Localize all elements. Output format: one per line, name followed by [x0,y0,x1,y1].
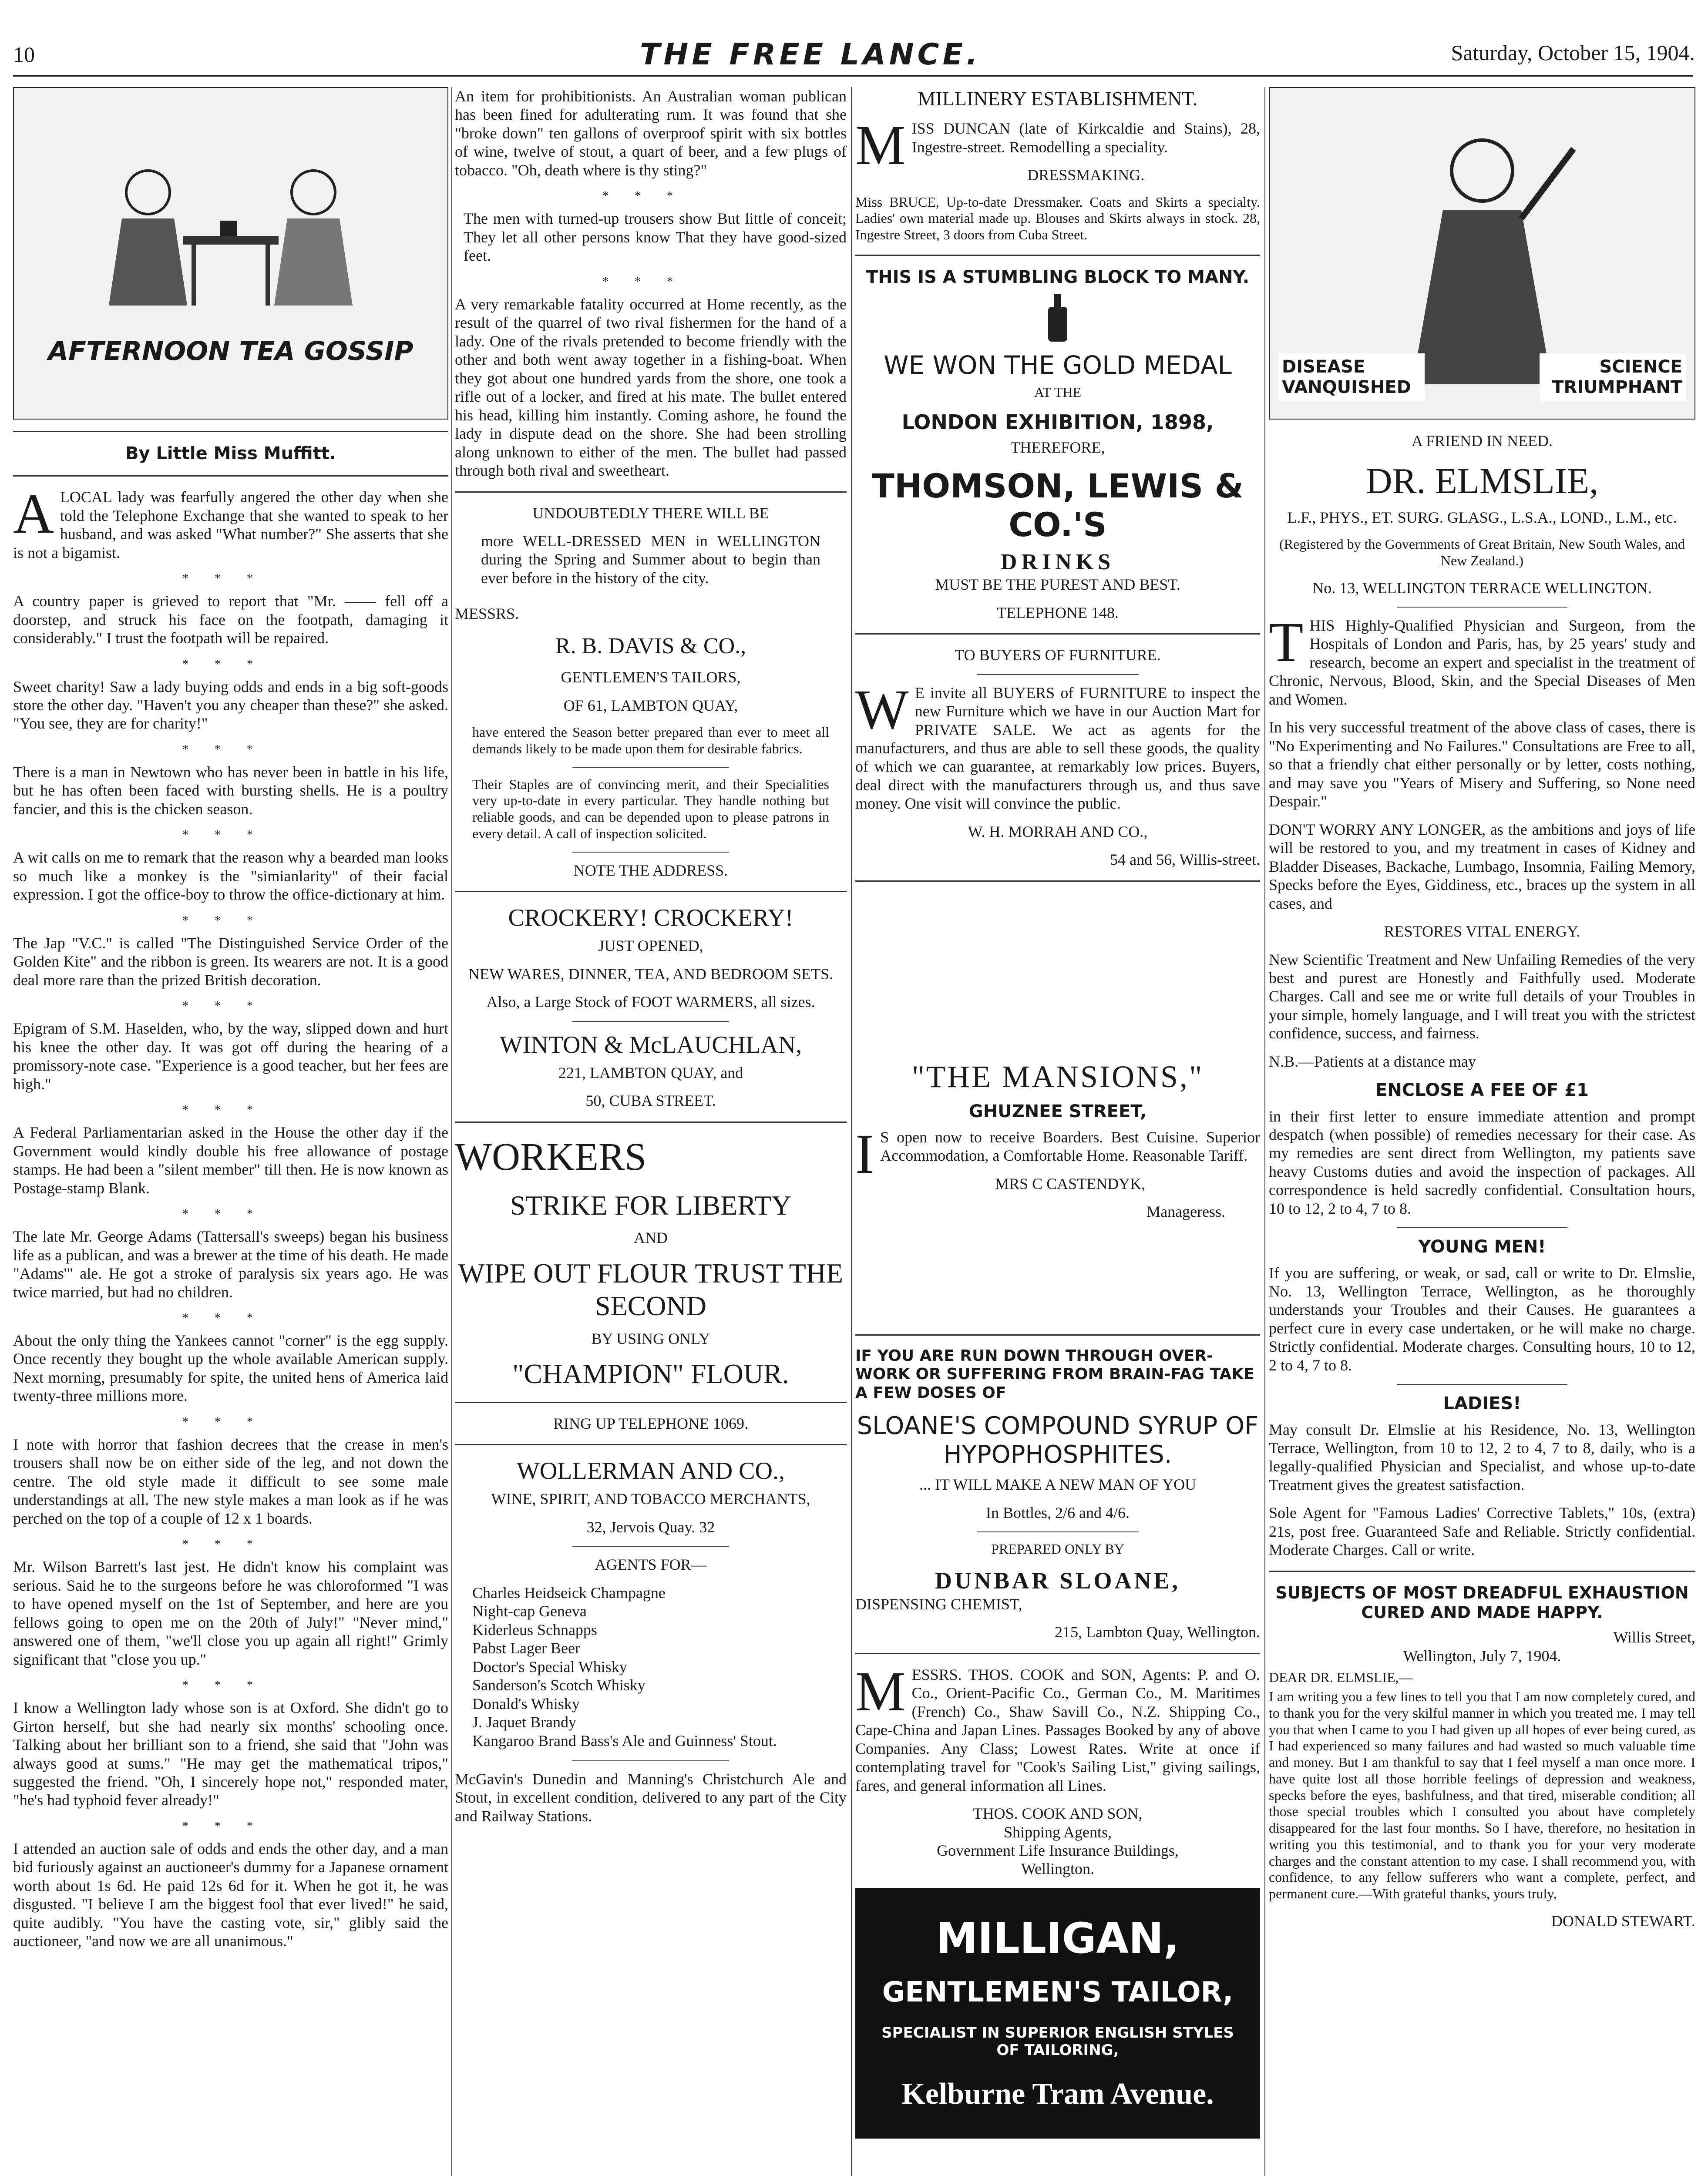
letter-body: I am writing you a few lines to tell you that I am now completely cured, and to thank you for the very skilful manner in which you treated me. I may tell you that when I came to you I had given up all hopes of ever being cured, as I had experienced so many failures and had wasted so much valuable time and money. But I am thankful to say that I feel myself a man once more. I have quite lost all those horrible feelings of depression and weakness, specks before the eyes, bashfulness, and that tired, miserable condition; all those special troubles which I consulted you about have completely disappeared for the last four months. So I have, therefore, no hesitation in writing you this testimonial, and to thank you for your very moderate charges and the constant attention to my case. I shall recommend you, with confidence, to any fellow sufferers who want a complete, perfect, and permanent cure.—With grateful thanks, yours truly, [1269,1689,1695,1902]
list-item: Night-cap Geneva [472,1602,587,1620]
elmslie-paragraph: N.B.—Patients at a distance may [1269,1052,1476,1070]
gossip-paragraph: A wit calls on me to remark that the reason why a bearded man looks so much like a monkey is the "simianlarity" of their facial expression. I got the office-boy to throw the office-dictionary at him. [13,849,448,903]
morrah-address: 54 and 56, Willis-street. [1110,851,1260,869]
wipe-out-flour-trust: WIPE OUT FLOUR TRUST THE SECOND [458,1257,844,1322]
davis-trade: GENTLEMEN'S TAILORS, [561,668,741,686]
workers-heading: WORKERS [455,1135,647,1179]
telephone: TELEPHONE 148. [997,604,1119,621]
letter-place: Willis Street, [1613,1629,1695,1646]
gossip-paragraph: A very remarkable fatality occurred at Home recently, as the result of the quarrel of two rival fishermen for the hand of a lady. One of the rivals pretended to become friendly with the other and both went away together in a fishing-boat. When they got about one hundred yards from the shore, one took a rifle out of a locker, and fired at his mate. The bullet entered his head, killing him instantly. Coming ashore, he found the lady in dispute dead on the shore. She had been strolling along unknown to either of the men. The bullet had passed through both rival and sweetheart. [455,295,847,480]
subjects-heading: SUBJECTS OF MOST DREADFUL EXHAUSTION CURED AND MADE HAPPY. [1275,1583,1689,1622]
winton-address: 221, LAMBTON QUAY, and [558,1064,743,1081]
science-triumphant: SCIENCE TRIUMPHANT [1540,353,1686,401]
milligan-specialist: SPECIALIST IN SUPERIOR ENGLISH STYLES OF TAILORING, [881,2024,1234,2059]
exhibition: LONDON EXHIBITION, 1898, [901,410,1214,434]
sloane-syrup: SLOANE'S COMPOUND SYRUP OF HYPOPHOSPHITES. [857,1412,1259,1469]
crockery-heading: CROCKERY! CROCKERY! [508,904,793,932]
gossip-paragraph: I know a Wellington lady whose son is at Oxford. She didn't go to Girton herself, but she had nearly six months' schooling once. Talking about her brilliant son to a friend, she said that "John was always good at sums." "He may get the mathematical tripos," suggested the friend. "Oh, I sincerely hope not," responded mater, "he's had typhoid fever already!" [13,1699,448,1809]
ghuznee-street: GHUZNEE STREET, [968,1101,1147,1122]
wollerman-name: WOLLERMAN AND CO., [517,1457,785,1485]
verse: The men with turned-up trousers show But little of conceit; They let all other persons know That they have good-sized feet. [464,210,847,265]
gossip-paragraph: About the only thing the Yankees cannot "corner" is the egg supply. Once recently they bought up the whole available American supply. Next morning, presumably for spite, the united hens of America laid twenty-three millions more. [13,1332,448,1405]
morrah-name: W. H. MORRAH AND CO., [968,823,1148,840]
gossip-paragraph: A Federal Parliamentarian asked in the House the other day if the Government would kindly double his free allowance of postage stamps. He had been a "silent member" till then. He is now known as Postage-stamp Blank. [13,1124,448,1197]
milligan-ad [855,1888,1260,2139]
wollerman-address: 32, Jervois Quay. 32 [586,1518,715,1536]
issue-date: Saturday, October 15, 1904. [1451,40,1695,65]
gossip-paragraph: An item for prohibitionists. An Australian woman publican has been fined for adulterating rum. It was found that she "broke down" ten gallons of overproof spirit with six bottles of wine, twelve of stout, a quart of beer, and a few plugs of tobacco. "Oh, death where is thy sting?" [455,87,847,179]
cook-signature: Shipping Agents, [1003,1823,1112,1841]
column-elmslie [1269,87,1695,2176]
gossip-paragraph: ALOCAL lady was fearfully angered the other day when she told the Telephone Exchange that she wanted to speak to her husband, and was asked "What number?" She asserts that she is not a bigamist. [13,483,448,561]
elmslie-paragraph: DON'T WORRY ANY LONGER, as the ambitions and joys of life will be restored to you, and my treatment in cases of Kidney and Bladder Diseases, Backache, Lumbago, Insomnia, Failing Memory, Specks before the Eyes, Giddiness, etc., braces up the system in all cases, and [1269,820,1695,912]
davis-name: R. B. DAVIS & CO., [555,633,746,658]
elmslie-paragraph: New Scientific Treatment and New Unfailing Remedies of the very best and purest are Honestly and Faithfully used. Moderate Charges. Call and see me or write full details of your Troubles in your simple, homely language, and I will treat you with the strictest confidence, success, and fairness. [1269,950,1695,1042]
ladies-body: Sole Agent for "Famous Ladies' Corrective Tablets," 10s, (extra) 21s, post free. Guaranteed Safe and Reliable. Strictly confidential. Moderate Charges. Call or write. [1269,1504,1695,1559]
column-divider [851,87,852,2176]
allegory-figure-icon [1369,123,1595,384]
agents-list [455,1584,847,1750]
ladies-heading: LADIES! [1443,1394,1521,1414]
and-text: AND [634,1229,668,1247]
restores-energy: RESTORES VITAL ENERGY. [1384,923,1580,940]
gossip-paragraph: A country paper is grieved to report that "Mr. —— fell off a doorstep, and struck his face on the footpath, damaging it considerably." I trust the footpath will be repaired. [13,592,448,647]
mcgavin-note: McGavin's Dunedin and Manning's Christchurch Ale and Stout, in excellent condition, delivered to any part of the City and Railway Stations. [455,1770,847,1825]
young-men-body: If you are suffering, or weak, or sad, call or write to Dr. Elmslie, No. 13, Wellington Terrace, Wellington, as he thoroughly understands your Troubles and their Causes. He guarantees a perfect cure in every case undertaken, or he will make no charge. Strictly confidential. Moderate charges. Consulting hours, 10 to 12, 2 to 4, 7 to 8. [1269,1264,1695,1374]
purest: MUST BE THE PUREST AND BEST. [935,576,1180,594]
column-gossip: AFTERNOON TEA GOSSIP By Little Miss Muffitt. ALOCAL lady was fearfully angered the other day when she told the Telephone Exchange that she wanted to speak to her husband, and was asked "What number?" She asserts that she is not a bigamist. *** A country paper is grieved to report that "Mr. —— fell off a doorstep, and struck his face on the footpath, damaging it considerably." I trust the footpath will be repaired. *** Sweet charity! Saw a lady buying odds and ends in a big soft-goods store the other day. "Haven't you any cheaper than these?" she asked. "You see, they are for charity!" *** There is a man in Newtown who has never been in battle in his life, but he has often been faced with bursting shells. He is a poultry fancier, and this is the chicken season. *** A wit calls on me to remark that the reason why a bearded man looks so much like a monkey is the "simianlarity" of their facial expression. I got the office-boy to throw the office-dictionary at him. *** The Jap "V.C." is called "The Distinguished Service Order of the Golden Kite" and the ribbon is green. Its wearers are not. It is a good deal more rare than the prized British decoration. *** Epigram of S.M. Haselden, who, by the way, slipped down and hurt his knee the other day. It was got off during the hearing of a promissory-note case. "Experience is a good teacher, but her fees are high." *** A Federal Parliamentarian asked in the House the other day if the Government would kindly double his free allowance of postage stamps. He had been a "silent member" till then. He is now known as Postage-stamp Blank. *** The late Mr. George Adams (Tattersall's sweeps) began his business life as a publican, and was a brewer at the time of his death. He made "Adams'" ale. He got a stroke of paralysis six years ago. He was twice married, but had no children. *** About the only thing the Yankees cannot "corner" is the egg supply. Once recently they bought up the whole available American supply. Next morning, presumably for spite, the united hens of America laid twenty-three millions more. *** I note with horror that fashion decrees that the crease in men's trousers shall now be on either side of the leg, and not down the centre. The old style made it difficult to see some male understandings at all. The new style makes a man look as if he was perched on the top of a couple of 12 x 1 boards. *** Mr. Wilson Barrett's last jest. He didn't know his complaint was serious. Said he to the surgeons before he was chloroformed "I was to have opened myself on the 1st of September, and here are you fellows going to open me on the 20th of July!" "Never mind," answered one of them, "we'll close you up again all right!" Grimly significant that "close you up." *** I know a Wellington lady whose son is at Oxford. She didn't go to Girton herself, but she had nearly six months' schooling once. Talking about her brilliant son to a friend, she said that "John was always good at sums." "He may get the mathematical tripos," suggested the friend. "Oh, I sincerely hope not," responded mater, "he's had typhoid fever already!" *** I attended an auction sale of odds and ends the other day, and a man bid furiously against an auctioneer's dummy for a Japanese ornament worth about 1s 6d. He paid 12s 6d for it. When he got it, he was disgusted. "I believe I am the biggest fool that ever lived!" he said, quite audibly. "You have the casting vote, sir," glibly said the auctioneer, "and now we are all unanimous." [13,87,448,2176]
manageress: Manageress. [1147,1203,1225,1221]
bruce-ad: Miss BRUCE, Up-to-date Dressmaker. Coats and Skirts a specialty. Ladies' own material made up. Blouses and Skirts always in stock. 28, Ingestre Street, 3 doors from Cuba Street. [855,194,1260,243]
dunbar-sloane: DUNBAR SLOANE, [935,1568,1181,1594]
davis-body: Their Staples are of convincing merit, and their Specialities very up-to-date in every particular. They handle nothing but reliable goods, and can be depended upon to please patrons in every detail. A call of inspection solicited. [472,776,829,841]
dispensing-chemist: DISPENSING CHEMIST, [855,1595,1022,1613]
disease-vanquished: DISEASE VANQUISHED [1278,353,1425,401]
davis-heading: UNDOUBTEDLY THERE WILL BE [532,504,769,522]
column-divider [451,87,452,2176]
gossip-paragraph: Epigram of S.M. Haselden, who, by the way, slipped down and hurt his knee the other day. It was got off during the hearing of a promissory-note case. "Experience is a good teacher, but her fees are high." [13,1020,448,1093]
letter-date: Wellington, July 7, 1904. [1403,1647,1561,1665]
letter-signature: DONALD STEWART. [1551,1912,1695,1930]
elmslie-address: No. 13, WELLINGTON TERRACE WELLINGTON. [1312,579,1652,597]
sloane-heading: IF YOU ARE RUN DOWN THROUGH OVER-WORK OR SUFFERING FROM BRAIN-FAG TAKE A FEW DOSES OF [855,1347,1254,1402]
list-item: Sanderson's Scotch Whisky [472,1676,646,1694]
young-men-heading: YOUNG MEN! [1418,1237,1546,1257]
millinery-heading: MILLINERY ESTABLISHMENT. [918,87,1198,110]
registered: (Registered by the Governments of Great Britain, New South Wales, and New Zealand.) [1279,536,1685,568]
list-item: Charles Heidseick Champagne [472,1584,666,1602]
list-item: Kangaroo Brand Bass's Ale and Guinness' Stout. [472,1732,777,1750]
milligan-name: MILLIGAN, [936,1914,1180,1963]
dressmaking-heading: DRESSMAKING. [1027,166,1145,184]
masthead: THE FREE LANCE. [640,37,981,72]
strike-for-liberty: STRIKE FOR LIBERTY [510,1189,792,1221]
gossip-paragraph: I attended an auction sale of odds and ends the other day, and a man bid furiously against an auctioneer's dummy for a Japanese ornament worth about 1s 6d. He paid 12s 6d for it. When he got it, he was disgusted. "I believe I am the biggest fool that ever lived!" he said, quite audibly. "You have the casting vote, sir," glibly said the auctioneer, "and now we are all unanimous." [13,1840,448,1950]
illustration-title: AFTERNOON TEA GOSSIP [48,336,414,366]
list-item: Donald's Whisky [472,1695,580,1713]
column-divider [1264,87,1265,2176]
letter-salutation: DEAR DR. ELMSLIE,— [1269,1669,1413,1686]
champion-flour: "CHAMPION" FLOUR. [512,1358,789,1390]
page-number: 10 [13,42,35,67]
chemist-address: 215, Lambton Quay, Wellington. [1054,1623,1260,1641]
qualifications: L.F., PHYS., ET. SURG. GLASG., L.S.A., LOND., L.M., etc. [1287,508,1677,526]
gossip-paragraph: Mr. Wilson Barrett's last jest. He didn't know his complaint was serious. Said he to the surgeons before he was chloroformed "I was to have opened myself on the 1st of September, and here are you fellows going to open me on the 20th of July!" "Never mind," answered one of them, "we'll close you up again all right!" Grimly significant that "close you up." [13,1558,448,1668]
davis-address: OF 61, LAMBTON QUAY, [563,696,738,714]
column-middle: An item for prohibitionists. An Australian woman publican has been fined for adulterating rum. It was found that she "broke down" ten gallons of overproof spirit with six bottles of wine, twelve of stout, a quart of beer, and a few plugs of tobacco. "Oh, death where is thy sting?" *** The men with turned-up trousers show But little of conceit; They let all other persons know That they have good-sized feet. *** A very remarkable fatality occurred at Home recently, as the result of the quarrel of two rival fishermen for the hand of a lady. One of the rivals pretended to become friendly with the other and both went away together in a fishing-boat. When they got about one hundred yards from the shore, one took a rifle out of a locker, and fired at his mate. The bullet entered his head, killing him instantly. Coming ashore, he found the lady in dispute dead on the shore. She had been strolling along unknown to either of the men. The bullet had passed through both rival and sweetheart. UNDOUBTEDLY THERE WILL BE more WELL-DRESSED MEN in WELLINGTON during the Spring and Summer about to begin than ever before in the history of the city. MESSRS. R. B. DAVIS & CO., GENTLEMEN'S TAILORS, OF 61, LAMBTON QUAY, have entered the Season better prepared than ever to meet all demands likely to be made upon them for desirable fabrics. Their Staples are of convincing merit, and their Specialities very up-to-date in every particular. They handle nothing but reliable goods, and can be depended upon to please patrons in every detail. A call of inspection solicited. NOTE THE ADDRESS. CROCKERY! CROCKERY! JUST OPENED, NEW WARES, DINNER, TEA, AND BEDROOM SETS. Also, a Large Stock of FOOT WARMERS, all sizes. WINTON & McLAUCHLAN, 221, LAMBTON QUAY, and 50, CUBA STREET. WORKERS STRIKE FOR LIBERTY AND WIPE OUT FLOUR TRUST THE SECOND BY USING ONLY "CHAMPION" FLOUR. RING UP TELEPHONE 1069. WOLLERMAN AND CO., WINE, SPIRIT, AND TOBACCO MERCHANTS, 32, Jervois Quay. 32 AGENTS FOR— Charles Heidseick Champagne Night-cap Geneva Kiderleus Schnapps Pabst Lager Beer Doctor's Special Whisky Sanderson's Scotch Whisky Donald's Whisky J. Jaquet Brandy Kangaroo Brand Bass's Ale and Guinness' Stout. McGavin's Dunedin and Manning's Christchurch Ale and Stout, in excellent condition, delivered to any part of the City and Railway Stations. [455,87,847,1825]
gossip-paragraph: The Jap "V.C." is called "The Distinguished Service Order of the Golden Kite" and the ribbon is green. Its wearers are not. It is a good deal more rare than the prized British decoration. [13,934,448,989]
tea-party-icon [96,140,366,323]
therefore: THEREFORE, [1010,439,1105,457]
stumbling-heading: THIS IS A STUMBLING BLOCK TO MANY. [866,267,1250,287]
list-item: Kiderleus Schnapps [472,1621,597,1639]
friend-in-need: A FRIEND IN NEED. [1412,432,1553,450]
list-item: J. Jaquet Brandy [472,1713,576,1731]
page-header [0,0,1708,70]
gossip-illustration [13,87,448,420]
cook-body: MESSRS. THOS. COOK and SON, Agents: P. and O. Co., Orient-Pacific Co., German Co., M. Maritimes (French) Co., Shaw Savill Co., N.Z. Shipping Co., Cape-China and Japan Lines. Passages Booked by any of above Companies. Any Class; Lowest Rates. Write at once if contemplating travel for "Cook's Sailing List," giving sailings, fares, and general information all Lines. [855,1660,1260,1794]
gentlemens-tailor: GENTLEMEN'S TAILOR, [882,1976,1234,2009]
elmslie-paragraph: In his very successful treatment of the above class of cases, there is "No Experimenting and No Failures." Consultations are Free to all, so that a friendly chat either personally or by letter, costs nothing, and may save you "Years of Misery and Suffering, so None need Despair." [1269,719,1695,810]
drinks: DRINKS [1000,549,1115,574]
davis-intro: more WELL-DRESSED MEN in WELLINGTON during the Spring and Summer about to begin than ever before in the history of the city. [481,532,820,587]
gossip-paragraph: I note with horror that fashion decrees that the crease in men's trousers shall now be on either side of the leg, and not down the centre. The old style made it difficult to see some male understandings at all. The new style makes a man look as if he was perched on the top of a couple of 12 x 1 boards. [13,1435,448,1527]
gossip-paragraph: Sweet charity! Saw a lady buying odds and ends in a big soft-goods store the other day. "Haven't you any cheaper than these?" she asked. "You see, they are for charity!" [13,678,448,732]
bottles-price: In Bottles, 2/6 and 4/6. [986,1504,1130,1521]
elmslie-paragraph: THIS Highly-Qualified Physician and Surgeon, from the Hospitals of London and Paris, has, by 25 years' study and research, become an expert and specialist in the treatment of Chronic, Nervous, Blood, Skin, and the Special Diseases of Men and Women. [1269,611,1695,708]
thomson-lewis: THOMSON, LEWIS & CO.'S [872,466,1244,544]
at-the: AT THE [1034,384,1082,400]
note-address: NOTE THE ADDRESS. [573,861,728,879]
enclose-body: in their first letter to ensure immediate attention and prompt despatch (when possible) of remedies necessary for their case. As my remedies are sent direct from Wellington, my patients save heavy Customs duties and avoid the inspection of packages. All correspondence is held sacredly confidential. Consultation hours, 10 to 12, 2 to 4, 7 to 8. [1269,1107,1695,1217]
just-opened: JUST OPENED, [598,937,703,955]
list-item: Doctor's Special Whisky [472,1658,627,1676]
gossip-paragraph: The late Mr. George Adams (Tattersall's sweeps) began his business life as a publican, and was a brewer at the time of his death. He made "Adams'" ale. He got a stroke of paralysis six years ago. He was twice married, but had no children. [13,1228,448,1301]
gold-medal: WE WON THE GOLD MEDAL [884,350,1232,380]
winton-address: 50, CUBA STREET. [585,1092,716,1110]
wollerman-trade: WINE, SPIRIT, AND TOBACCO MERCHANTS, [491,1490,810,1508]
cook-signature: THOS. COOK AND SON, [973,1805,1143,1823]
list-item: Pabst Lager Beer [472,1639,580,1657]
cook-signature: Government Life Insurance Buildings, [937,1841,1179,1859]
column-ads [855,87,1260,2176]
duncan-ad: MISS DUNCAN (late of Kirkcaldie and Stains), 28, Ingestre-street. Remodelling a speciality. [855,114,1260,177]
header-rule [13,75,1693,77]
kelburne-avenue: Kelburne Tram Avenue. [901,2077,1214,2111]
foot-warmers: Also, a Large Stock of FOOT WARMERS, all sizes. [486,993,815,1011]
mansions-heading: "THE MANSIONS," [911,1059,1204,1094]
bottle-icon [855,294,1260,346]
agents-for: AGENTS FOR— [595,1556,707,1574]
cook-signature: Wellington. [1021,1860,1095,1878]
messrs: MESSRS. [455,605,519,623]
disease-science-illustration [1269,87,1695,420]
winton-name: WINTON & McLAUCHLAN, [499,1031,802,1058]
castendyk: MRS C CASTENDYK, [995,1175,1146,1192]
davis-body: have entered the Season better prepared than ever to meet all demands likely to be made upon them for desirable fabrics. [472,724,829,756]
new-wares: NEW WARES, DINNER, TEA, AND BEDROOM SETS. [468,965,834,983]
byline: By Little Miss Muffitt. [125,443,336,463]
furniture-body: WE invite all BUYERS of FURNITURE to inspect the new Furniture which we have in our Auction Mart for PRIVATE SALE. We act as agents for the manufacturers, and thus are able to sell these goods, the quality of which we can guarantee, at remarkably low prices. Buyers, deal direct with the manufacturers through us, and thus save money. One visit will convince the public. [855,678,1260,813]
gossip-paragraph: There is a man in Newtown who has never been in battle in his life, but he has often been faced with bursting shells. He is a poultry fancier, and this is the chicken season. [13,763,448,818]
new-man: ... IT WILL MAKE A NEW MAN OF YOU [919,1476,1197,1494]
furniture-heading: TO BUYERS OF FURNITURE. [955,646,1161,664]
enclose-fee: ENCLOSE A FEE OF £1 [1375,1080,1589,1101]
ring-up-telephone: RING UP TELEPHONE 1069. [553,1414,748,1432]
by-using-only: BY USING ONLY [591,1330,710,1347]
mansions-body: IS open now to receive Boarders. Best Cuisine. Superior Accommodation, a Comfortable Home. Reasonable Tariff. [855,1122,1260,1185]
prepared-only-by: PREPARED ONLY BY [991,1541,1124,1557]
ladies-body: May consult Dr. Elmslie at his Residence, No. 13, Wellington Terrace, Wellington, from 10 to 12, 2 to 4, 7 to 8, daily, who is a legally-qualified Physician and Specialist, and whose up-to-date Treatment gives the greatest satisfaction. [1269,1420,1695,1494]
dr-elmslie: DR. ELMSLIE, [1365,461,1599,502]
